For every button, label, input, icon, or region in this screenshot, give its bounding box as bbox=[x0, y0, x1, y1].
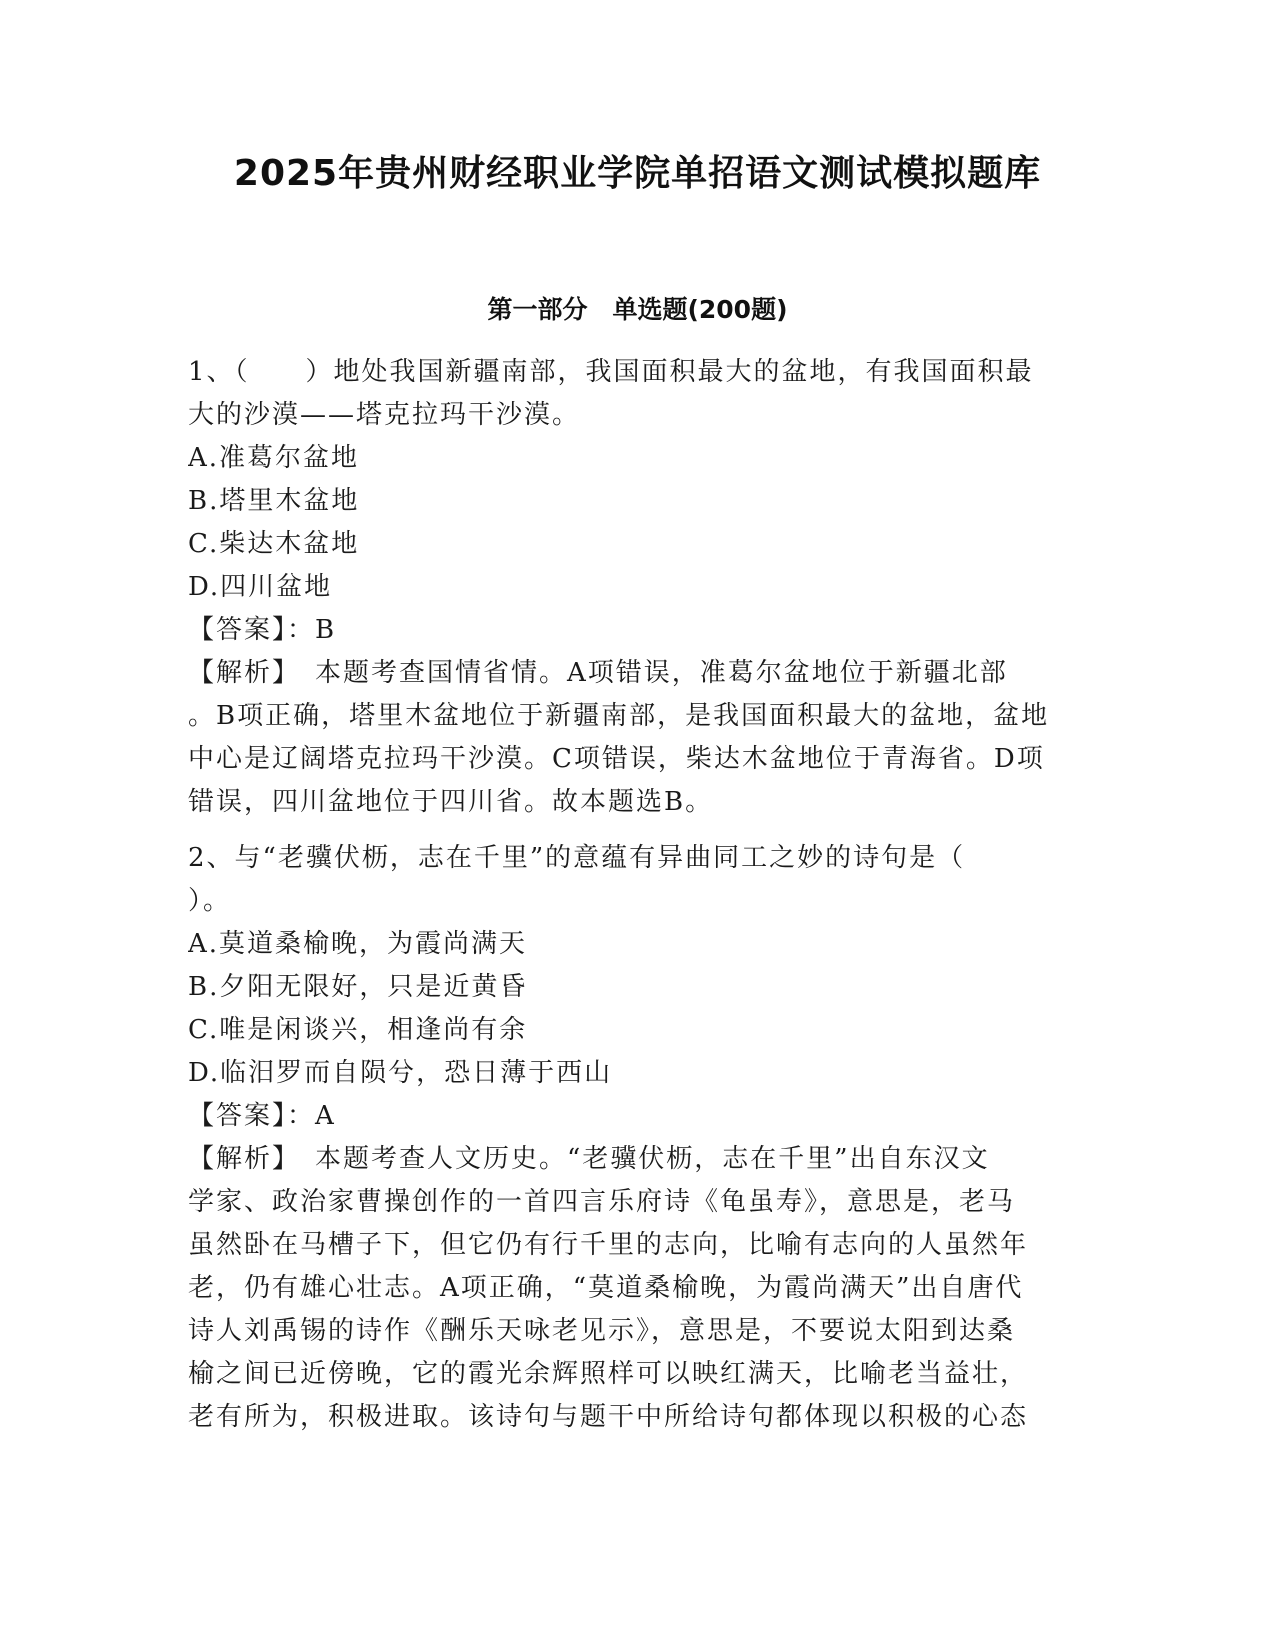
option-c: C.柴达木盆地 bbox=[188, 529, 360, 559]
analysis-line: 学家、政治家曹操创作的一首四言乐府诗《龟虽寿》，意思是，老马 bbox=[188, 1187, 1016, 1217]
option-b: B.夕阳无限好，只是近黄昏 bbox=[188, 972, 528, 1002]
analysis-line: 榆之间已近傍晚，它的霞光余辉照样可以映红满天，比喻老当益壮， bbox=[188, 1359, 1029, 1389]
option-a: A.莫道桑榆晚，为霞尚满天 bbox=[188, 929, 528, 959]
analysis-line: 老，仍有雄心壮志。A项正确，“莫道桑榆晚，为霞尚满天”出自唐代 bbox=[188, 1273, 1024, 1303]
analysis-line: 。B项正确，塔里木盆地位于新疆南部，是我国面积最大的盆地，盆地 bbox=[188, 701, 1050, 731]
analysis-line: 错误，四川盆地位于四川省。故本题选B。 bbox=[188, 787, 714, 817]
analysis-line: 诗人刘禹锡的诗作《酬乐天咏老见示》，意思是，不要说太阳到达桑 bbox=[188, 1316, 1016, 1346]
question-stem-line: 大的沙漠——塔克拉玛干沙漠。 bbox=[188, 400, 581, 430]
analysis-line: 中心是辽阔塔克拉玛干沙漠。C项错误，柴达木盆地位于青海省。D项 bbox=[188, 744, 1045, 774]
question-list bbox=[188, 351, 1088, 1439]
question-item bbox=[188, 837, 1088, 1439]
option-b: B.塔里木盆地 bbox=[188, 486, 360, 516]
section-heading: 第一部分 单选题(200题) bbox=[487, 295, 788, 324]
question-item bbox=[188, 351, 1088, 824]
option-d: D.四川盆地 bbox=[188, 572, 333, 602]
option-c: C.唯是闲谈兴，相逢尚有余 bbox=[188, 1015, 528, 1045]
analysis-line: 虽然卧在马槽子下，但它仍有行千里的志向，比喻有志向的人虽然年 bbox=[188, 1230, 1029, 1260]
option-a: A.准葛尔盆地 bbox=[188, 443, 360, 473]
analysis-line: 【解析】 本题考查国情省情。A项错误，准葛尔盆地位于新疆北部 bbox=[188, 658, 1008, 688]
answer-line: 【答案】：B bbox=[188, 615, 337, 645]
document-title: 2025年贵州财经职业学院单招语文测试模拟题库 bbox=[233, 153, 1042, 194]
analysis-line: 【解析】 本题考查人文历史。“老骥伏枥，志在千里”出自东汉文 bbox=[188, 1144, 990, 1174]
option-d: D.临汨罗而自陨兮，恐日薄于西山 bbox=[188, 1058, 613, 1088]
question-stem-line: 2、与“老骥伏枥，志在千里”的意蕴有异曲同工之妙的诗句是（ bbox=[188, 843, 966, 873]
question-stem-line: 1、（ ）地处我国新疆南部，我国面积最大的盆地，有我国面积最 bbox=[188, 357, 1034, 387]
question-stem-line: ）。 bbox=[188, 886, 232, 916]
answer-line: 【答案】：A bbox=[188, 1101, 336, 1131]
analysis-line: 老有所为，积极进取。该诗句与题干中所给诗句都体现以积极的心态 bbox=[188, 1402, 1029, 1432]
